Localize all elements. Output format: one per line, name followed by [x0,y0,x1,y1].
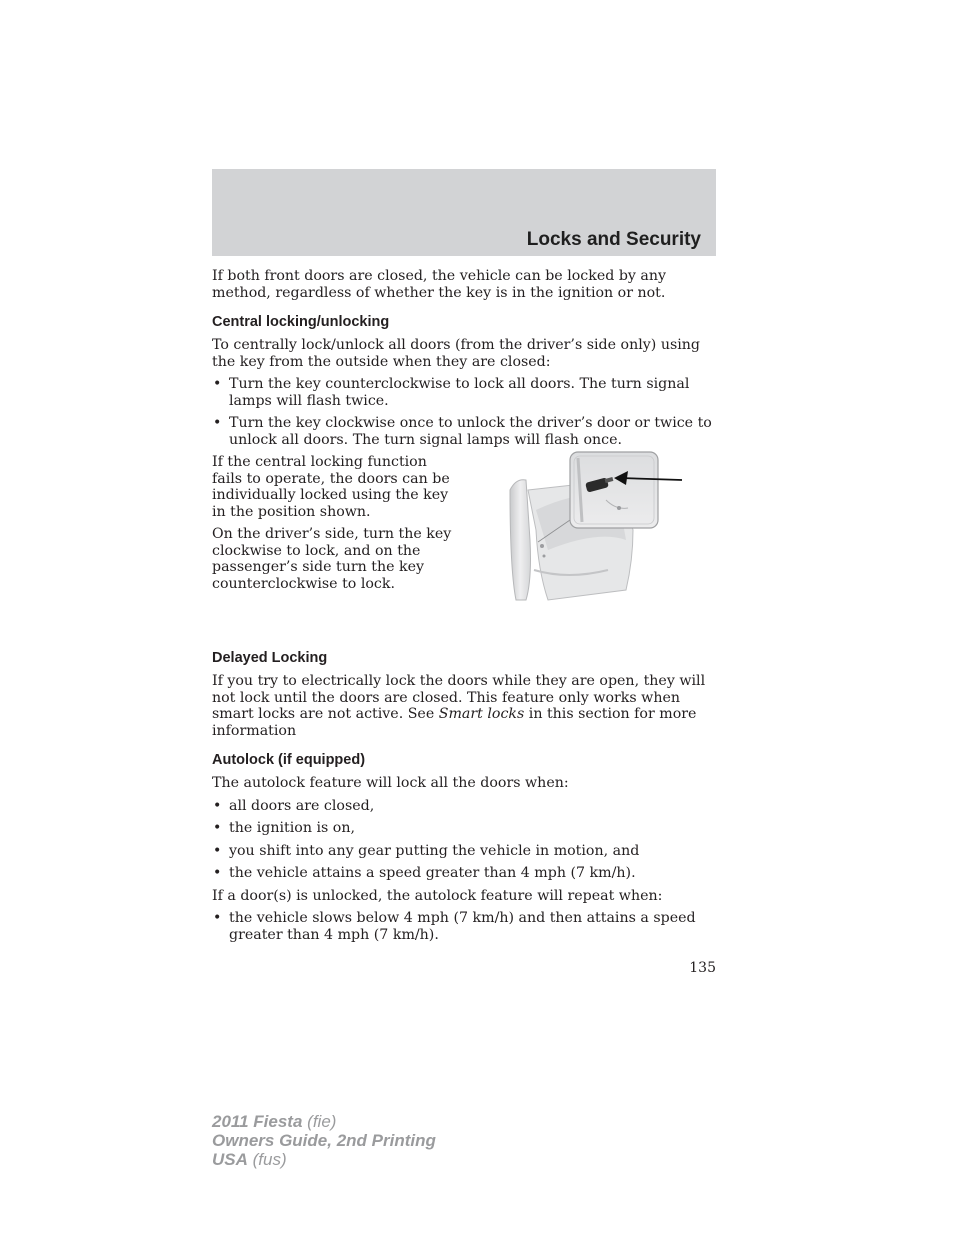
footer-guide: Owners Guide, 2nd Printing [212,1131,436,1150]
footer-market-code: (fus) [252,1150,287,1169]
door-key-lock-illustration [508,450,688,610]
list-item: • Turn the key counterclockwise to lock all doors. The turn signal lamps will flash twice. [212,376,716,409]
list-item: • the vehicle attains a speed greater than 4 mph (7 km/h). [212,865,716,882]
list-item: • Turn the key clockwise once to unlock the driver’s door or twice to unlock all doors. The turn signal lamps will flash once. [212,415,716,448]
intro-paragraph: If both front doors are closed, the vehicle can be locked by any method, regardless of whether the key is in the ignition or not. [212,268,667,301]
document-footer [212,1112,436,1169]
delayed-locking-heading: Delayed Locking [212,650,328,666]
central-locking-intro: To centrally lock/unlock all doors (from the driver’s side only) using the key from the outside when they are closed: [212,337,700,370]
section-title: Locks and Security [526,229,701,250]
central-locking-fail-paragraph: If the central locking function fails to operate, the doors can be individually locked using the key in the position shown. [212,454,450,520]
key-position-section [212,454,716,610]
driver-side-paragraph: On the driver’s side, turn the key clockwise to lock, and on the passenger’s side turn the key counterclockwise to lock. [212,526,452,592]
autolock-heading: Autolock (if equipped) [212,752,366,768]
page-content [212,268,716,943]
list-item: • you shift into any gear putting the vehicle in motion, and [212,843,716,860]
footer-model-code: (fie) [307,1112,337,1131]
footer-model: 2011 Fiesta [212,1112,303,1131]
list-item: • the ignition is on, [212,820,716,837]
central-locking-list [212,376,716,448]
autolock-list [212,798,716,882]
smart-locks-reference: Smart locks [438,706,525,722]
footer-market: USA [212,1150,248,1169]
list-item: • all doors are closed, [212,798,716,815]
autolock-repeat-intro: If a door(s) is unlocked, the autolock feature will repeat when: [212,887,663,904]
page-number: 135 [689,960,716,976]
section-header-band [212,169,716,256]
central-locking-heading: Central locking/unlocking [212,314,390,330]
delayed-locking-paragraph: If you try to electrically lock the doors while they are open, they will not lock until the doors are closed. This feature only works when smart locks are not active. See Smart locks in this section for more information [212,673,706,739]
key-position-text [212,454,460,610]
autolock-repeat-list [212,910,716,943]
autolock-intro: The autolock feature will lock all the doors when: [212,775,569,791]
list-item: • the vehicle slows below 4 mph (7 km/h) and then attains a speed greater than 4 mph (7 km/h). [212,910,716,943]
